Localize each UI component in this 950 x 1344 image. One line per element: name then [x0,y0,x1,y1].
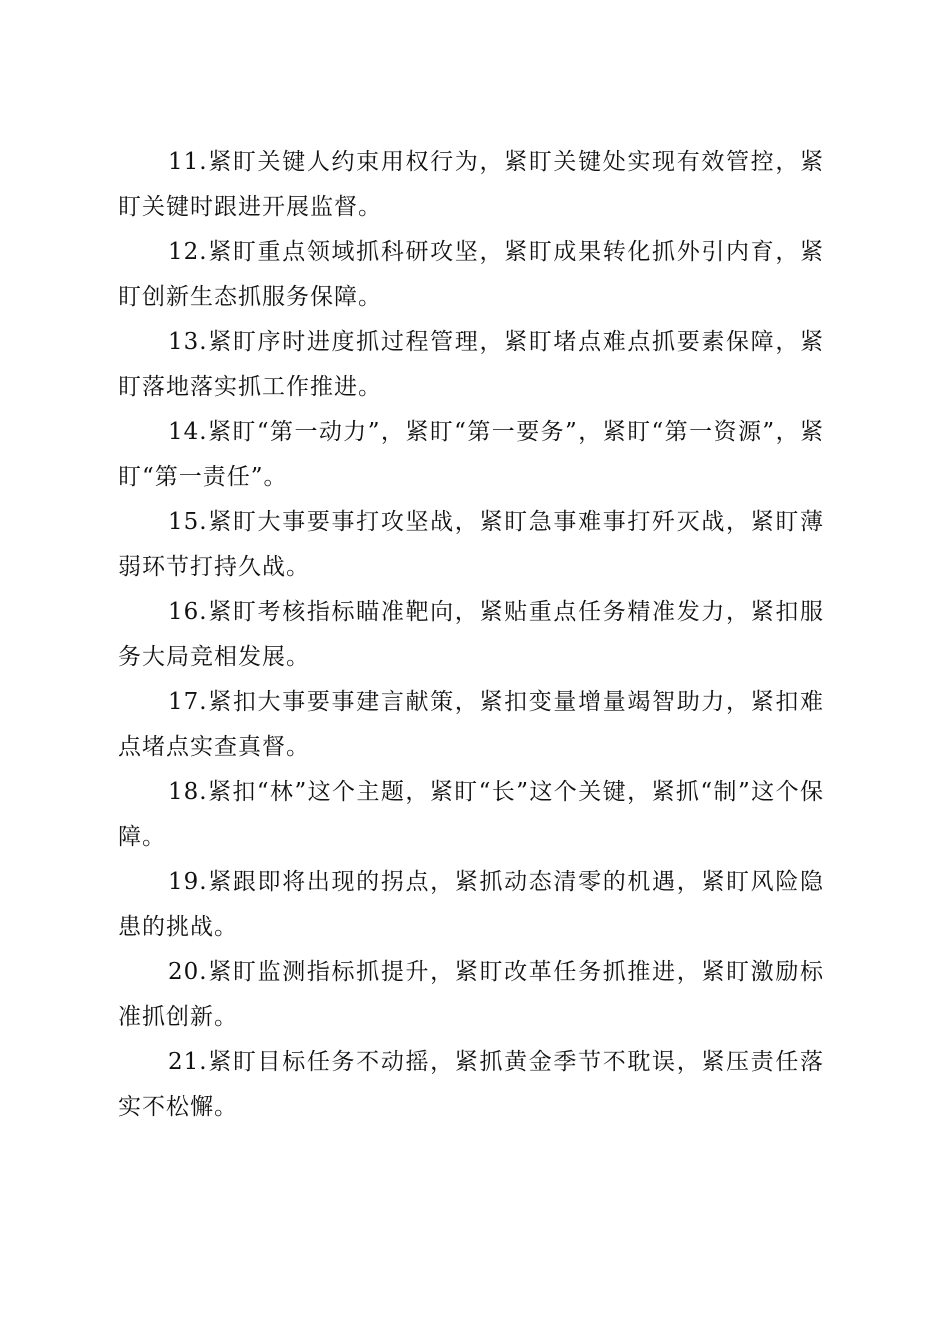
paragraph-13: 13.紧盯序时进度抓过程管理，紧盯堵点难点抓要素保障，紧盯落地落实抓工作推进。 [118,329,824,400]
paragraph-12: 12.紧盯重点领域抓科研攻坚，紧盯成果转化抓外引内育，紧盯创新生态抓服务保障。 [118,239,824,310]
paragraph-15: 15.紧盯大事要事打攻坚战，紧盯急事难事打歼灭战，紧盯薄弱环节打持久战。 [118,509,824,580]
paragraph-17: 17.紧扣大事要事建言献策，紧扣变量增量竭智助力，紧扣难点堵点实查真督。 [118,689,824,760]
paragraph-11: 11.紧盯关键人约束用权行为，紧盯关键处实现有效管控，紧盯关键时跟进开展监督。 [118,149,824,220]
paragraph-18: 18.紧扣“林”这个主题，紧盯“长”这个关键，紧抓“制”这个保障。 [118,779,824,850]
paragraph-21: 21.紧盯目标任务不动摇，紧抓黄金季节不耽误，紧压责任落实不松懈。 [118,1049,824,1120]
paragraph-19: 19.紧跟即将出现的拐点，紧抓动态清零的机遇，紧盯风险隐患的挑战。 [118,869,824,940]
paragraph-20: 20.紧盯监测指标抓提升，紧盯改革任务抓推进，紧盯激励标准抓创新。 [118,959,824,1030]
paragraph-16: 16.紧盯考核指标瞄准靶向，紧贴重点任务精准发力，紧扣服务大局竞相发展。 [118,599,824,670]
document-body [118,140,824,1130]
paragraph-14: 14.紧盯“第一动力”，紧盯“第一要务”，紧盯“第一资源”，紧盯“第一责任”。 [118,419,824,490]
